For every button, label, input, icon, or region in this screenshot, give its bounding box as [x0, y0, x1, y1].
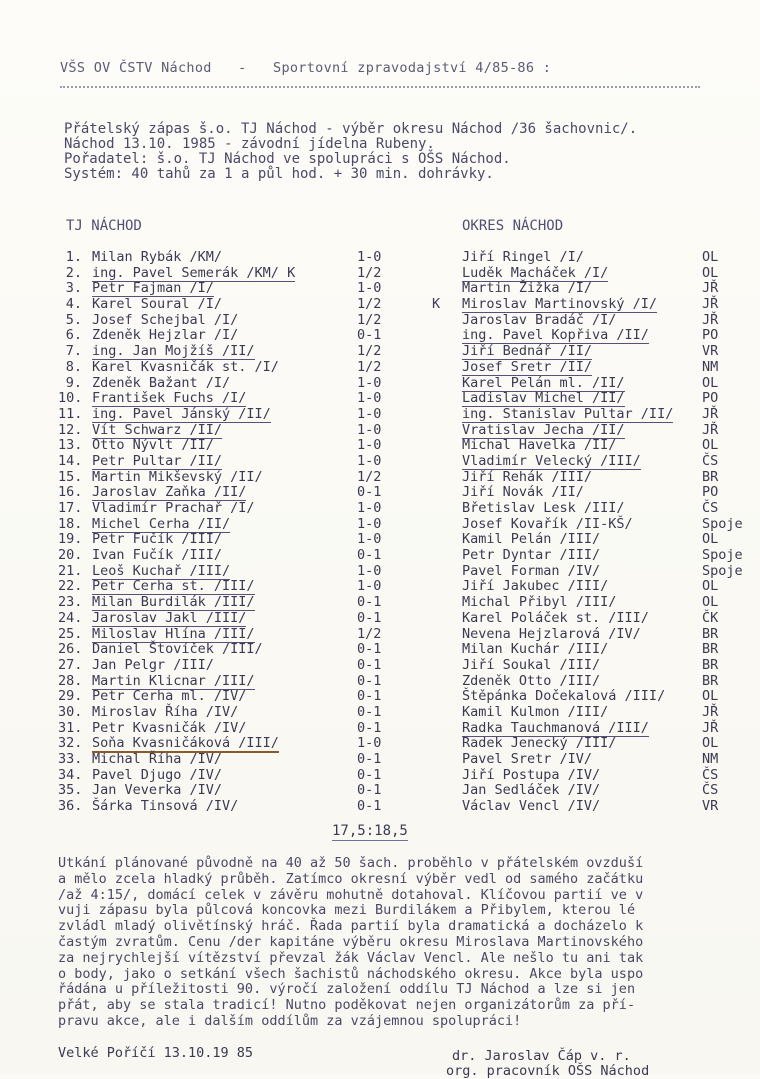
away-player: Miroslav Martinovský /I/: [462, 296, 658, 313]
game-result: 0-1: [357, 751, 382, 767]
table-row: [0, 563, 760, 579]
game-result: 1/2: [357, 358, 382, 375]
home-player: Michel Cerha /II/: [92, 515, 231, 532]
game-number: 1.: [65, 249, 82, 265]
game-number: 30.: [58, 703, 83, 720]
header-divider: [60, 86, 700, 88]
table-row: [0, 673, 760, 689]
game-number: 3.: [65, 280, 82, 297]
game-result: 0-1: [357, 641, 382, 658]
home-player: Martin Klicnar /III/: [92, 672, 255, 689]
game-number: 6.: [65, 327, 82, 344]
game-result: 0-1: [357, 703, 382, 720]
game-number: 34.: [58, 766, 83, 783]
away-club: NM: [702, 358, 719, 375]
column-heading-left: TJ NÁCHOD: [66, 218, 142, 234]
home-player: Miroslav Říha /IV/: [92, 703, 239, 720]
home-player: Jaroslav Zaňka /II/: [92, 484, 247, 501]
game-number: 28.: [58, 672, 83, 689]
intro-line: Pořadatel: š.o. TJ Náchod ve spolupráci s OŠS Náchod.: [64, 151, 511, 167]
away-player: Jiří Jakubec /III/: [462, 578, 609, 595]
away-club: OL: [702, 578, 719, 595]
place-date: Velké Poříčí 13.10.19 85: [58, 1045, 254, 1061]
intro-line: Systém: 40 tahů za 1 a půl hod. + 30 min. dohrávky.: [64, 166, 494, 182]
table-row: [0, 453, 760, 469]
table-row: [0, 626, 760, 642]
home-player: Petr Cerha ml. /IV/: [92, 688, 247, 705]
game-result: 0-1: [357, 547, 382, 564]
game-number: 4.: [65, 296, 82, 313]
game-number: 20.: [58, 547, 83, 564]
home-player: ing. Jan Mojžíš /II/: [92, 343, 255, 360]
game-result: 1/2: [357, 296, 382, 313]
game-number: 8.: [65, 358, 82, 375]
away-player: Karel Poláček st. /III/: [462, 609, 649, 626]
game-result: 0-1: [357, 594, 382, 611]
signature-role: org. pracovník OŠS Náchod: [446, 1063, 650, 1079]
game-result: 1-0: [357, 515, 382, 532]
table-row: [0, 327, 760, 343]
game-number: 29.: [58, 688, 83, 705]
table-row: [0, 375, 760, 391]
table-row: [0, 390, 760, 406]
column-heading-right: OKRES NÁCHOD: [462, 218, 564, 234]
match-report: [58, 856, 643, 1030]
away-player: Jiří Bednář /II/: [462, 343, 593, 360]
away-player: Michal Přibyl /III/: [462, 594, 617, 611]
game-result: 1/2: [357, 311, 382, 328]
away-player: Jaroslav Bradáč /I/: [462, 311, 617, 328]
away-player: Martin Žižka /I/: [462, 280, 593, 297]
game-result: 1-0: [357, 249, 382, 265]
game-number: 27.: [58, 656, 83, 673]
game-number: 16.: [58, 484, 83, 501]
away-club: JŘ: [702, 280, 719, 297]
away-club: OL: [702, 249, 719, 265]
report-line: /až 4:15/, domácí celek v závěru mohutně dotahoval. Klíčovou partií ve v: [58, 886, 644, 903]
away-club: BR: [702, 468, 719, 485]
game-number: 13.: [58, 437, 83, 454]
home-player: Michal Říha /IV/: [92, 751, 223, 767]
away-club: Spoje: [702, 515, 743, 532]
away-club: PO: [702, 327, 719, 344]
away-club: ČS: [702, 452, 719, 469]
report-line: vuji zápasu byla půlcová koncovka mezi Burdilákem a Přibylem, kterou lé: [58, 902, 636, 919]
home-player: Milan Burdilák /III/: [92, 594, 255, 611]
game-result: 0-1: [357, 672, 382, 689]
table-row: [0, 735, 760, 751]
game-number: 5.: [65, 311, 82, 328]
game-number: 26.: [58, 641, 83, 658]
game-number: 31.: [58, 719, 83, 736]
away-club: PO: [702, 484, 719, 501]
away-club: JŘ: [702, 719, 719, 736]
game-number: 25.: [58, 625, 83, 642]
away-club: OL: [702, 264, 719, 281]
away-club: JŘ: [702, 421, 719, 438]
table-row: [0, 657, 760, 673]
header-title: Sportovní zpravodajství 4/85-86 :: [273, 60, 552, 76]
away-player: Nevena Hejzlarová /IV/: [462, 625, 641, 642]
report-line: zvládl mladý olivětínský hráč. Řada partií byla dramatická a docházelo k: [58, 918, 644, 935]
game-result: 0-1: [357, 766, 382, 783]
table-row: [0, 296, 760, 312]
away-player: Josef Sretr /II/: [462, 358, 593, 375]
table-row: [0, 343, 760, 359]
table-row: [0, 547, 760, 563]
intro-line: Náchod 13.10. 1985 - závodní jídelna Rubeny.: [64, 136, 435, 152]
game-result: 1-0: [357, 500, 382, 516]
match-intro: [64, 122, 637, 182]
game-number: 12.: [58, 421, 83, 438]
game-result: 1-0: [357, 374, 382, 391]
game-result: 1/2: [357, 625, 382, 642]
signature-name: dr. Jaroslav Čáp v. r.: [452, 1048, 631, 1064]
home-player: Jan Veverka /IV/: [92, 782, 223, 799]
home-player: Josef Schejbal /I/: [92, 311, 239, 328]
away-player: Jiří Novák /II/: [462, 484, 584, 501]
home-player: Jaroslav Jakl /III/: [92, 609, 247, 626]
header-dash: -: [238, 60, 247, 76]
away-player: Štěpánka Dočekalová /III/: [462, 688, 666, 705]
game-number: 23.: [58, 594, 83, 611]
away-club: OL: [702, 594, 719, 611]
game-result: 0-1: [357, 484, 382, 501]
results-table: [0, 249, 760, 814]
away-club: NM: [702, 751, 719, 767]
away-player: Milan Kuchár /III/: [462, 641, 609, 658]
table-row: [0, 782, 760, 798]
away-club: OL: [702, 531, 719, 548]
table-row: [0, 751, 760, 767]
table-row: [0, 406, 760, 422]
game-number: 7.: [65, 343, 82, 360]
away-player: Zdeněk Otto /III/: [462, 672, 601, 689]
away-player: Vratislav Jecha /II/: [462, 421, 625, 438]
away-player: Vladimír Velecký /III/: [462, 452, 641, 469]
home-player: Petr Pultar /II/: [92, 452, 223, 469]
away-player: Josef Kovařík /II-KŠ/: [462, 515, 633, 532]
game-result: 1/2: [357, 468, 382, 485]
away-club: OL: [702, 688, 719, 705]
game-result: 1-0: [357, 421, 382, 438]
table-row: [0, 280, 760, 296]
away-player: Radka Tauchmanová /III/: [462, 719, 649, 736]
game-result: 1-0: [357, 280, 382, 297]
game-result: 0-1: [357, 719, 382, 736]
home-player: Petr Cerha st. /III/: [92, 578, 255, 595]
away-club: JŘ: [702, 703, 719, 720]
home-player: Petr Fučík /III/: [92, 531, 223, 548]
table-row: [0, 359, 760, 375]
away-player: Michal Havelka /II/: [462, 437, 617, 454]
game-result: 1-0: [357, 405, 382, 422]
away-player: Ladislav Michel /II/: [462, 390, 625, 407]
report-line: řádána u příležitosti 90. výročí založení oddílu TJ Náchod a lze si jen: [58, 981, 636, 998]
home-player: Milan Rybák /KM/: [92, 249, 223, 265]
away-club: BR: [702, 672, 719, 689]
game-number: 18.: [58, 515, 83, 532]
home-player: ing. Pavel Semerák /KM/ K: [92, 264, 296, 281]
away-player: Pavel Sretr /IV/: [462, 751, 593, 767]
table-row: [0, 265, 760, 281]
away-player: Jiří Rehák /III/: [462, 468, 593, 485]
game-result: 0-1: [357, 782, 382, 799]
table-row: [0, 469, 760, 485]
game-result: 1-0: [357, 735, 382, 752]
away-club: BR: [702, 641, 719, 658]
home-player: Zdeněk Hejzlar /I/: [92, 327, 239, 344]
home-player: Daniel Štovíček /III/: [92, 641, 263, 658]
game-result: 1/2: [357, 343, 382, 360]
table-row: [0, 688, 760, 704]
game-number: 10.: [58, 390, 83, 407]
home-player: Zdeněk Bažant /I/: [92, 374, 231, 391]
table-row: [0, 531, 760, 547]
away-player: Václav Vencl /IV/: [462, 798, 601, 815]
game-result: 1-0: [357, 452, 382, 469]
table-row: [0, 484, 760, 500]
away-club: Spoje: [702, 547, 743, 564]
game-result: 1-0: [357, 390, 382, 407]
document-header: [60, 60, 569, 76]
header-org: VŠS OV ČSTV Náchod: [60, 60, 212, 76]
table-row: [0, 594, 760, 610]
report-line: za nejrychlejší vítězství převzal žák Václav Vencl. Ale nešlo tu ani tak: [58, 949, 644, 966]
intro-line: Přátelský zápas š.o. TJ Náchod - výběr okresu Náchod /36 šachovnic/.: [64, 121, 638, 137]
captain-mark: K: [432, 296, 441, 313]
game-number: 33.: [58, 751, 83, 767]
away-player: Petr Dyntar /III/: [462, 547, 601, 564]
away-club: BR: [702, 625, 719, 642]
away-club: OL: [702, 374, 719, 391]
home-player: Karel Kvasničák st. /I/: [92, 358, 279, 375]
game-number: 15.: [58, 468, 83, 485]
away-club: BR: [702, 656, 719, 673]
home-player: Karel Soural /I/: [92, 296, 223, 313]
game-number: 36.: [58, 798, 83, 815]
home-player: Otto Nývlt /II/: [92, 437, 214, 454]
game-result: 0-1: [357, 609, 382, 626]
total-score-value: 17,5:18,5: [332, 823, 408, 839]
away-club: ČK: [702, 609, 719, 626]
game-result: 0-1: [357, 798, 382, 815]
report-line: přát, aby se stala tradicí! Nutno poděkovat nejen organizátorům za pří-: [58, 997, 636, 1014]
report-line: častým zvratům. Cenu /der kapitáne výběru okresu Miroslava Martinovského: [58, 933, 644, 950]
game-number: 21.: [58, 562, 83, 579]
game-number: 32.: [58, 735, 83, 752]
game-result: 1-0: [357, 531, 382, 548]
away-club: ČS: [702, 766, 719, 783]
away-club: ČS: [702, 782, 719, 799]
table-row: [0, 798, 760, 814]
report-line: Utkání plánované původně na 40 až 50 šach. proběhlo v přátelském ovzduší: [58, 855, 644, 871]
table-row: [0, 516, 760, 532]
away-player: Radek Jenecký /III/: [462, 735, 617, 752]
game-result: 0-1: [357, 656, 382, 673]
game-number: 2.: [65, 264, 82, 281]
report-line: o body, jako o setkání všech šachistů náchodského okresu. Akce byla uspo: [58, 965, 644, 982]
home-player: Leoš Kuchař /III/: [92, 562, 231, 579]
table-row: [0, 610, 760, 626]
home-player: Soňa Kvasničáková /III/: [92, 735, 279, 752]
table-row: [0, 704, 760, 720]
away-player: Jiří Ringel /I/: [462, 249, 584, 265]
away-player: Luděk Macháček /I/: [462, 264, 609, 281]
away-club: OL: [702, 437, 719, 454]
table-row: [0, 767, 760, 783]
table-row: [0, 422, 760, 438]
table-row: [0, 578, 760, 594]
game-result: 1-0: [357, 437, 382, 454]
table-row: [0, 312, 760, 328]
away-club: JŘ: [702, 296, 719, 313]
away-club: ČS: [702, 500, 719, 516]
game-number: 22.: [58, 578, 83, 595]
away-club: Spoje: [702, 562, 743, 579]
table-row: [0, 249, 760, 265]
away-club: VR: [702, 798, 719, 815]
away-player: Břetislav Lesk /III/: [462, 500, 625, 516]
home-player: František Fuchs /I/: [92, 390, 247, 407]
table-row: [0, 500, 760, 516]
home-player: Petr Kvasničák /IV/: [92, 719, 247, 736]
home-player: Miloslav Hlína /III/: [92, 625, 255, 642]
away-player: Kamil Kulmon /III/: [462, 703, 609, 720]
table-row: [0, 437, 760, 453]
table-row: [0, 720, 760, 736]
away-club: JŘ: [702, 311, 719, 328]
home-player: Pavel Djugo /IV/: [92, 766, 223, 783]
game-number: 24.: [58, 609, 83, 626]
total-score: [332, 823, 408, 839]
home-player: Jan Pelgr /III/: [92, 656, 214, 673]
away-player: Jan Sedláček /IV/: [462, 782, 601, 799]
home-player: Petr Fajman /I/: [92, 280, 214, 297]
home-player: ing. Pavel Jánský /II/: [92, 405, 271, 422]
report-line: pravu akce, ale i dalším oddílům za vzájemnou spolupráci!: [58, 1012, 522, 1029]
away-player: Kamil Pelán /III/: [462, 531, 601, 548]
table-row: [0, 641, 760, 657]
game-number: 19.: [58, 531, 83, 548]
game-number: 35.: [58, 782, 83, 799]
game-number: 9.: [65, 374, 82, 391]
away-club: VR: [702, 343, 719, 360]
game-number: 14.: [58, 452, 83, 469]
away-player: ing. Pavel Kopřiva /II/: [462, 327, 649, 344]
home-player: Ivan Fučík /III/: [92, 547, 223, 564]
game-result: 0-1: [357, 688, 382, 705]
game-result: 1-0: [357, 578, 382, 595]
away-club: OL: [702, 735, 719, 752]
home-player: Vladimír Prachař /I/: [92, 500, 255, 516]
game-result: 0-1: [357, 327, 382, 344]
away-club: PO: [702, 390, 719, 407]
game-number: 17.: [58, 500, 83, 516]
game-result: 1/2: [357, 264, 382, 281]
report-line: a mělo zcela hladký průběh. Zatímco okresní výběr vedl od samého začátku: [58, 870, 644, 887]
home-player: Martin Mikševský /II/: [92, 468, 263, 485]
away-player: Jiří Postupa /IV/: [462, 766, 601, 783]
away-player: Pavel Forman /IV/: [462, 562, 601, 579]
game-result: 1-0: [357, 562, 382, 579]
away-player: Jiří Soukal /III/: [462, 656, 601, 673]
home-player: Šárka Tinsová /IV/: [92, 798, 239, 815]
away-player: ing. Stanislav Pultar /II/: [462, 405, 674, 422]
away-club: JŘ: [702, 405, 719, 422]
game-number: 11.: [58, 405, 83, 422]
away-player: Karel Pelán ml. /II/: [462, 374, 625, 391]
home-player: Vít Schwarz /II/: [92, 421, 223, 438]
